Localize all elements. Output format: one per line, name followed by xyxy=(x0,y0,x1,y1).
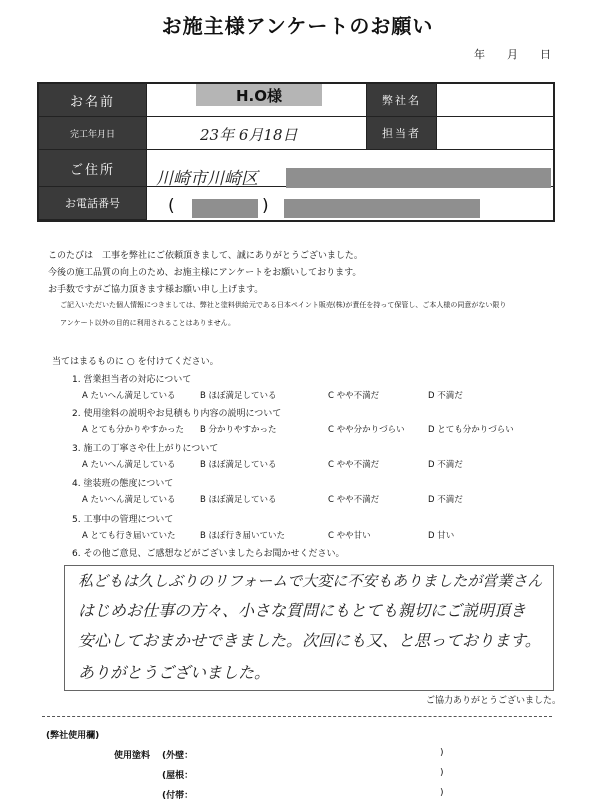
q5-option-c[interactable]: C やや甘い xyxy=(328,531,371,541)
question-6: 6. その他ご意見、ご感想などがございましたらお聞かせください。 xyxy=(72,549,345,559)
company-label: 弊社名 xyxy=(367,84,437,117)
q3-option-c[interactable]: C やや不満だ xyxy=(328,460,380,470)
phone-open-paren: ( xyxy=(168,196,175,216)
q3-option-a[interactable]: A たいへん満足している xyxy=(82,460,176,470)
roof-label: (屋根： xyxy=(162,771,194,781)
company-cell xyxy=(437,84,555,117)
address-label: ご住所 xyxy=(39,150,147,187)
privacy-notice-1: ご記入いただいた個人情報につきましては、弊社と塗料供給元である日本ペイント販売(株)が責任を持って保管し、ご本人様の同意がない限り xyxy=(60,301,507,309)
instruction-text: 当てはまるものに ○ を付けてください。 xyxy=(52,357,219,367)
q1-option-a[interactable]: A たいへん満足している xyxy=(82,391,176,401)
q4-option-b[interactable]: B ほぼ満足している xyxy=(200,495,277,505)
exterior-wall-close: ) xyxy=(440,748,444,758)
name-label: お名前 xyxy=(39,84,147,117)
phone-label: お電話番号 xyxy=(39,187,147,220)
date-year-label: 年 xyxy=(474,48,485,61)
q5-option-a[interactable]: A とても行き届いていた xyxy=(82,531,176,541)
comment-line-2: はじめお仕事の方々、小さな質問にもとても親切にご説明頂き xyxy=(78,601,527,620)
address-value: 川崎市川崎区 xyxy=(156,169,258,189)
intro-line-3: お手数ですがご協力頂きます様お願い申し上げます。 xyxy=(48,285,264,295)
address-redaction xyxy=(286,168,551,188)
accessory-label: (付帯： xyxy=(162,791,194,801)
date-month-label: 月 xyxy=(507,48,518,61)
completion-date: 23年 6月18日 xyxy=(200,126,298,144)
customer-name: H.O様 xyxy=(196,84,322,106)
comment-line-3: 安心しておまかせできました。次回にも又、と思っております。 xyxy=(78,631,541,650)
q2-option-b[interactable]: B 分かりやすかった xyxy=(200,425,277,435)
q2-option-a[interactable]: A とても分かりやすかった xyxy=(82,425,185,435)
phone-number-redaction xyxy=(284,199,480,218)
page-title: お施主様アンケートのお願い xyxy=(161,14,434,38)
q1-option-c[interactable]: C やや不満だ xyxy=(328,391,380,401)
q2-option-c[interactable]: C やや分かりづらい xyxy=(328,425,405,435)
q1-option-b[interactable]: B ほぼ満足している xyxy=(200,391,277,401)
comment-line-1: 私どもは久しぶりのリフォームで大変に不安もありましたが営業さん xyxy=(78,572,543,590)
internal-use-heading: (弊社使用欄) xyxy=(46,731,100,741)
privacy-notice-2: アンケート以外の目的に利用されることはありません。 xyxy=(60,319,235,327)
staff-cell xyxy=(437,117,555,150)
question-4: 4. 塗装班の態度について xyxy=(72,479,174,489)
roof-close: ) xyxy=(440,768,444,778)
closing-thanks: ご協力ありがとうございました。 xyxy=(426,696,562,706)
q4-option-c[interactable]: C やや不満だ xyxy=(328,495,380,505)
q1-option-d[interactable]: D 不満だ xyxy=(428,391,463,401)
q3-option-d[interactable]: D 不満だ xyxy=(428,460,463,470)
intro-line-1: このたびは 工事を弊社にご依頼頂きまして、誠にありがとうございました。 xyxy=(48,251,363,261)
comment-line-4: ありがとうございました。 xyxy=(78,663,271,682)
question-3: 3. 施工の丁寧さや仕上がりについて xyxy=(72,444,219,454)
q5-option-d[interactable]: D 甘い xyxy=(428,531,455,541)
q5-option-b[interactable]: B ほぼ行き届いていた xyxy=(200,531,286,541)
paint-used-label: 使用塗料 xyxy=(114,751,151,761)
cut-line xyxy=(42,716,552,717)
q2-option-d[interactable]: D とても分かりづらい xyxy=(428,425,514,435)
question-5: 5. 工事中の管理について xyxy=(72,515,174,525)
intro-line-2: 今後の施工品質の向上のため、お施主様にアンケートをお願いしております。 xyxy=(48,268,362,278)
question-2: 2. 使用塗料の説明やお見積もり内容の説明について xyxy=(72,409,282,419)
q3-option-b[interactable]: B ほぼ満足している xyxy=(200,460,277,470)
completion-label: 完工年月日 xyxy=(39,117,147,150)
q4-option-d[interactable]: D 不満だ xyxy=(428,495,463,505)
phone-close-paren: ) xyxy=(262,196,269,216)
accessory-close: ) xyxy=(440,788,444,798)
question-1: 1. 営業担当者の対応について xyxy=(72,375,192,385)
q4-option-a[interactable]: A たいへん満足している xyxy=(82,495,176,505)
staff-label: 担当者 xyxy=(367,117,437,150)
exterior-wall-label: (外壁： xyxy=(162,751,194,761)
date-day-label: 日 xyxy=(540,48,551,61)
phone-area-redaction xyxy=(192,199,258,218)
